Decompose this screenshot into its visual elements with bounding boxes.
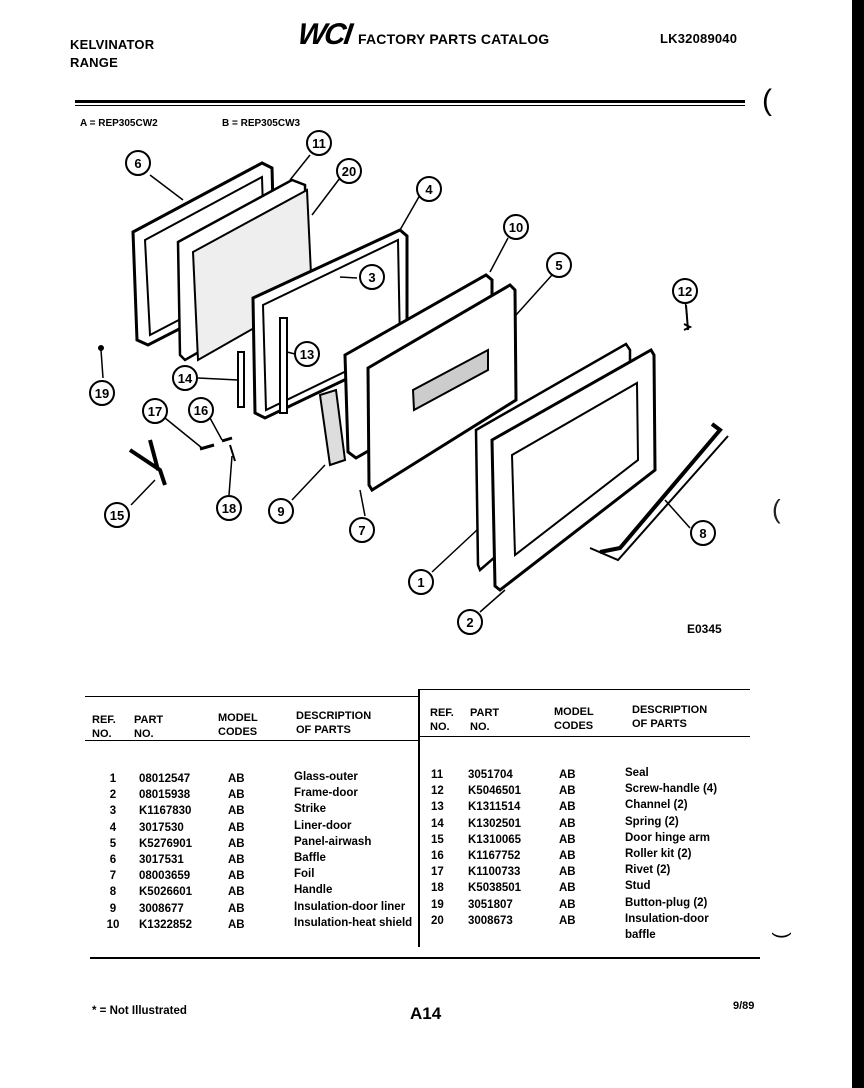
callout-2: 2	[457, 609, 483, 635]
model-a-label: A = REP305CW2	[80, 118, 158, 129]
callout-1: 1	[408, 569, 434, 595]
left-model-column: AB AB AB AB AB AB AB AB AB AB	[228, 773, 245, 931]
header-model-right: MODEL CODES	[554, 706, 594, 732]
revision-date: 9/89	[733, 1000, 755, 1012]
catalog-title: FACTORY PARTS CATALOG	[358, 31, 550, 47]
header-desc-left: DESCRIPTION OF PARTS	[296, 710, 372, 736]
callout-16: 16	[188, 397, 214, 423]
header-ref-left: REF. NO.	[92, 714, 116, 740]
right-model-column: AB AB AB AB AB AB AB AB AB AB	[559, 769, 576, 927]
callout-10: 10	[503, 214, 529, 240]
brand-line-1: KELVINATOR	[70, 37, 155, 52]
table-divider	[418, 689, 420, 947]
header-part-right: PART NO.	[470, 707, 500, 733]
not-illustrated-note: * = Not Illustrated	[92, 1005, 187, 1017]
brand-line-2: RANGE	[70, 55, 118, 70]
header-underline-right	[420, 736, 750, 737]
right-desc-column: Seal Screw-handle (4) Channel (2) Spring (2) Door hinge arm Roller kit (2) Rivet (2) Stud Button-plug (2) Insulation-door baffle	[625, 765, 717, 943]
callout-20: 20	[336, 158, 362, 184]
right-part-column: 3051704 K5046501 K1311514 K1302501 K1310065 K1167752 K1100733 K5038501 3051807 3008673	[468, 769, 522, 927]
callout-6: 6	[125, 150, 151, 176]
callout-18: 18	[216, 495, 242, 521]
header-part-left: PART NO.	[134, 714, 164, 740]
callout-14: 14	[172, 365, 198, 391]
callout-11: 11	[306, 130, 332, 156]
callout-12: 12	[672, 278, 698, 304]
callout-3: 3	[359, 264, 385, 290]
left-part-column: 08012547 08015938 K1167830 3017530 K5276901 3017531 08003659 K5026601 3008677 K1322852	[139, 773, 193, 931]
left-desc-column: Glass-outer Frame-door Strike Liner-door Panel-airwash Baffle Foil Handle Insulation-door liner Insulation-heat shield	[294, 771, 413, 929]
callout-8: 8	[690, 520, 716, 546]
right-ref-column: 11 12 13 14 15 16 17 18 19 20	[431, 769, 444, 927]
desc-continuation: baffle	[625, 929, 656, 942]
callout-17: 17	[142, 398, 168, 424]
table-top-rule-left	[85, 696, 420, 697]
callout-13: 13	[294, 341, 320, 367]
binder-hole-mark-2: (	[772, 494, 781, 524]
callout-5: 5	[546, 252, 572, 278]
callout-9: 9	[268, 498, 294, 524]
page-number: A14	[410, 1004, 442, 1023]
table-top-rule-right	[420, 689, 750, 690]
binder-hole-mark-3: (	[769, 932, 792, 939]
figure-code: E0345	[687, 622, 722, 636]
callout-19: 19	[89, 380, 115, 406]
header-ref-right: REF. NO.	[430, 707, 454, 733]
callout-7: 7	[349, 517, 375, 543]
callout-15: 15	[104, 502, 130, 528]
catalog-number: LK32089040	[660, 31, 738, 46]
callout-4: 4	[416, 176, 442, 202]
model-b-label: B = REP305CW3	[222, 118, 301, 129]
header-desc-right: DESCRIPTION OF PARTS	[632, 704, 708, 730]
wci-logo: WCI	[295, 18, 353, 51]
left-ref-column: 1 2 3 4 5 6 7 8 9 10	[106, 773, 120, 931]
table-bottom-rule	[90, 957, 760, 959]
binder-hole-mark: (	[762, 84, 772, 117]
header-model-left: MODEL CODES	[218, 712, 258, 738]
